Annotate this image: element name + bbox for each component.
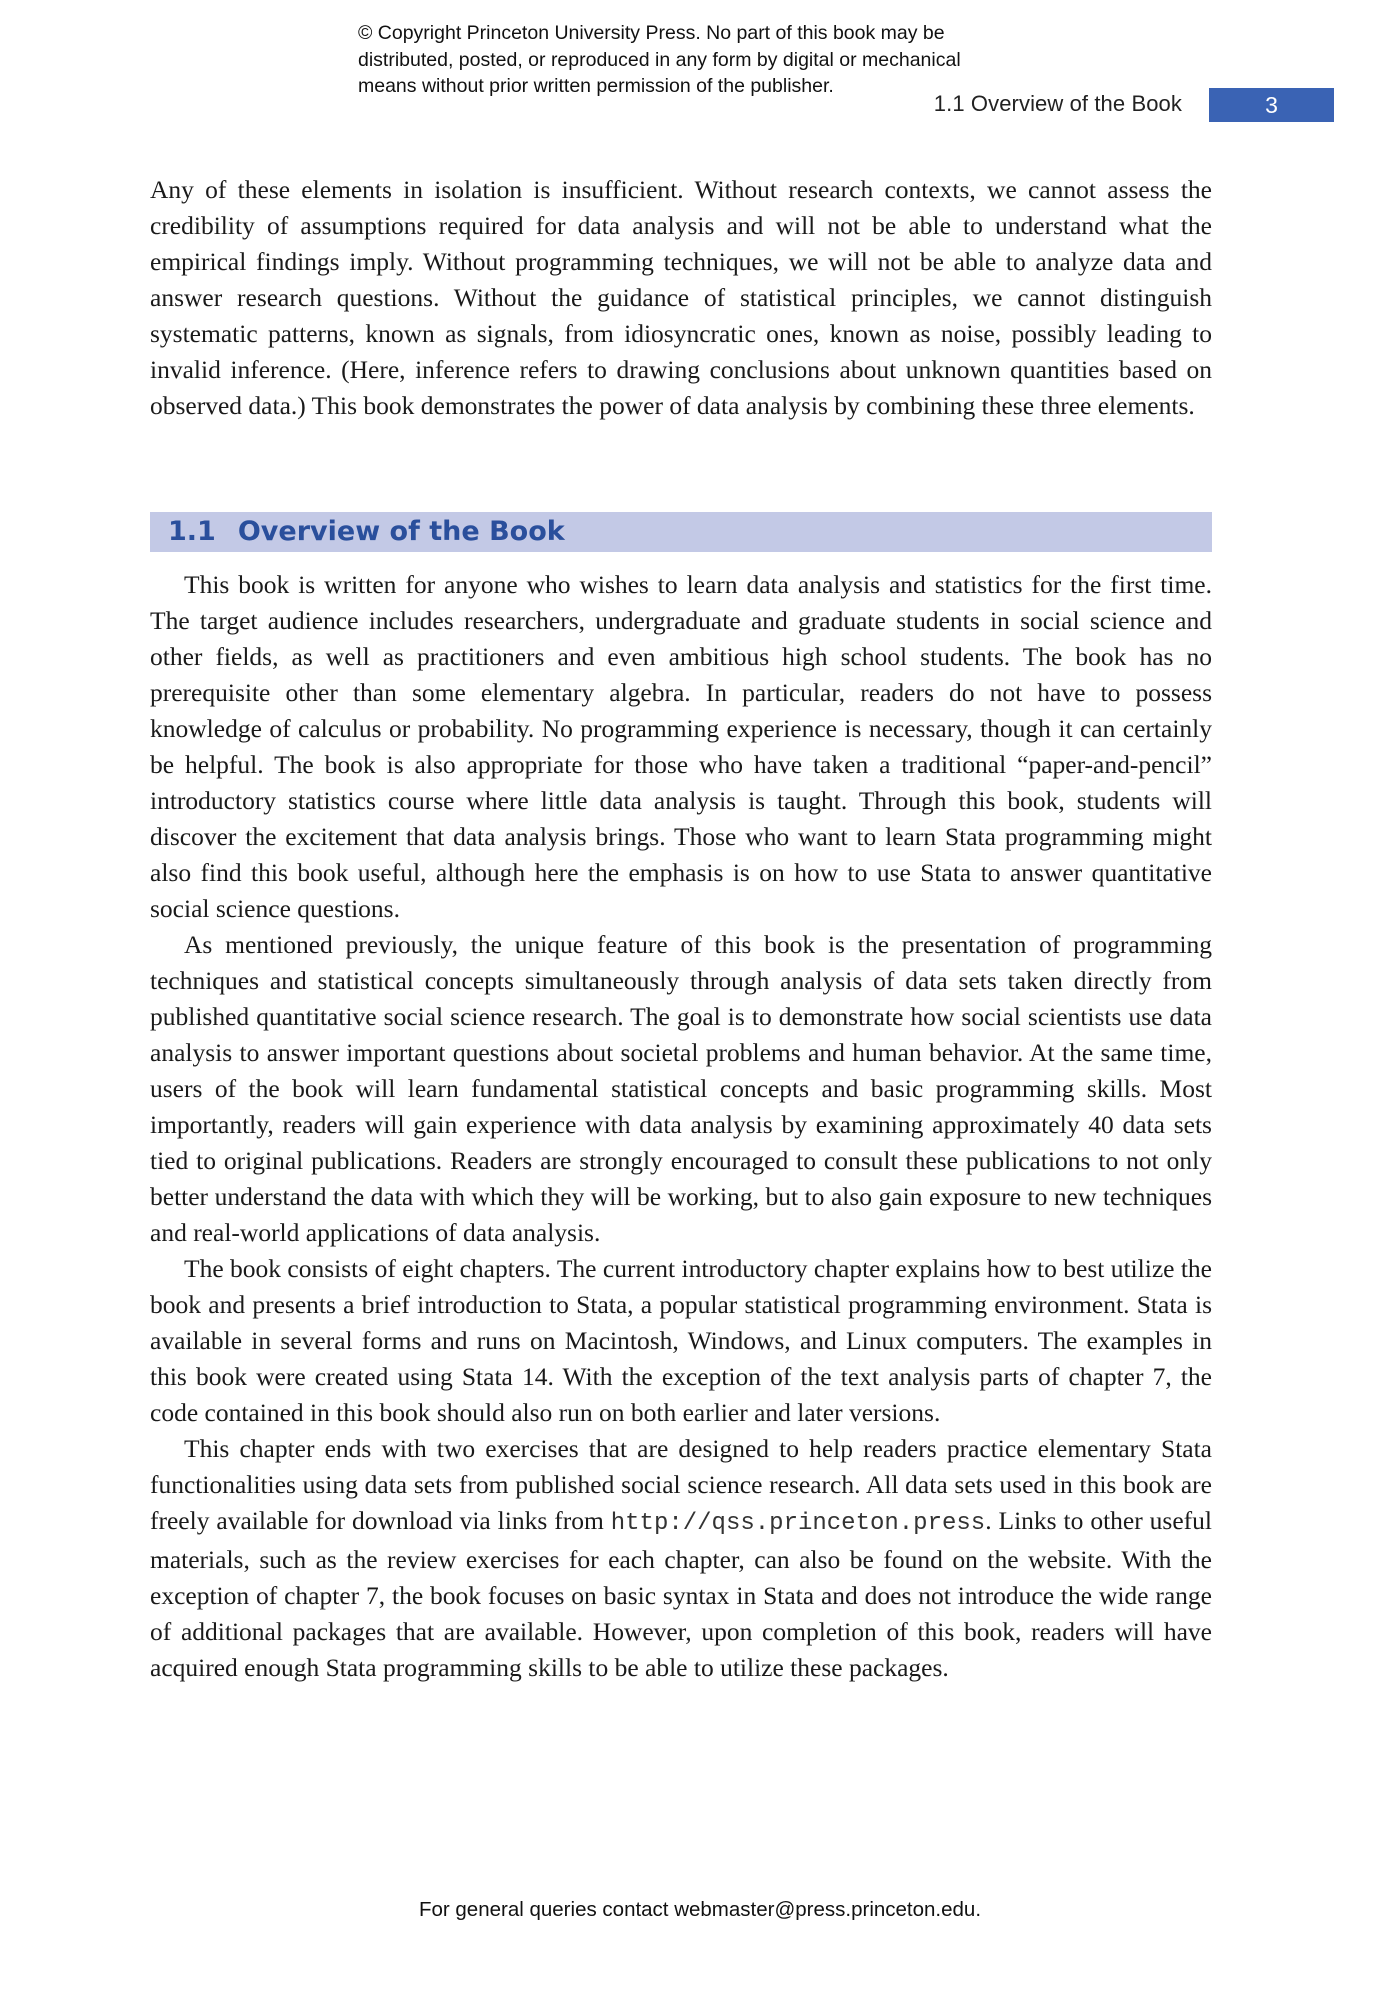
website-url[interactable]: http://qss.princeton.press [610,1510,986,1537]
running-head: 1.1 Overview of the Book [933,91,1182,116]
footer-contact: For general queries contact webmaster@press.princeton.edu. [418,1898,982,1921]
paragraph-exercises-end: . Links to other useful materials, such as the review exercises for each chapter, can also be found on the website. With the exception of chapter 7, the book focuses on basic syntax in Stata and does not introduce the wide range of additional packages that are available. However, upon completion of this book, readers will have acquired enough Stata programming skills to be able to utilize these packages. [150,1506,1212,1682]
section-body [150,567,1212,1686]
paragraph-exercises [150,1431,1212,1686]
intro-text [150,172,1212,424]
paragraph-exercises-start: This chapter ends with two exercises that are designed to help readers practice elementary Stata functionalities using data sets from published social science research. All data sets used in this book are freely available for download via links from [150,1434,1212,1535]
page-number-tab: 3 [1209,88,1334,122]
intro-paragraph: Any of these elements in isolation is insufficient. Without research contexts, we cannot assess the credibility of assumptions required for data analysis and will not be able to understand what the empirical findings imply. Without programming techniques, we will not be able to analyze data and answer research questions. Without the guidance of statistical principles, we cannot distinguish systematic patterns, known as signals, from idiosyncratic ones, known as noise, possibly leading to invalid inference. (Here, inference refers to drawing conclusions about unknown quantities based on observed data.) This book demonstrates the power of data analysis by combining these three elements. [150,175,1212,420]
copyright-line-1: © Copyright Princeton University Press. No part of this book may be [358,22,945,44]
copyright-notice [358,20,1078,100]
section-title: Overview of the Book [237,516,565,547]
copyright-line-3: means without prior written permission of the publisher. [358,75,834,97]
paragraph-unique-feature: As mentioned previously, the unique feature of this book is the presentation of programming techniques and statistical concepts simultaneously through analysis of data sets taken directly from published quantitative social science research. The goal is to demonstrate how social scientists use data analysis to answer important questions about societal problems and human behavior. At the same time, users of the book will learn fundamental statistical concepts and basic programming skills. Most importantly, readers will gain experience with data analysis by examining approximately 40 data sets tied to original publications. Readers are strongly encouraged to consult these publications to not only better understand the data with which they will be working, but to also gain exposure to new techniques and real-world applications of data analysis. [150,930,1212,1247]
section-heading [150,512,1212,552]
copyright-line-2: distributed, posted, or reproduced in any form by digital or mechanical [358,48,961,71]
paragraph-audience: This book is written for anyone who wishes to learn data analysis and statistics for the first time. The target audience includes researchers, undergraduate and graduate students in social science and other fields, as well as practitioners and even ambitious high school students. The book has no prerequisite other than some elementary algebra. In particular, readers do not have to possess knowledge of calculus or probability. No programming experience is necessary, though it can certainly be helpful. The book is also appropriate for those who have taken a traditional “paper-and-pencil” introductory statistics course where little data analysis is taught. Through this book, students will discover the excitement that data analysis brings. Those who want to learn Stata programming might also find this book useful, although here the emphasis is on how to use Stata to answer quantitative social science questions. [150,570,1212,923]
paragraph-chapters: The book consists of eight chapters. The current introductory chapter explains how to best utilize the book and presents a brief introduction to Stata, a popular statistical programming environment. Stata is available in several forms and runs on Macintosh, Windows, and Linux computers. The examples in this book were created using Stata 14. With the exception of the text analysis parts of chapter 7, the code contained in this book should also run on both earlier and later versions. [150,1254,1212,1427]
section-number: 1.1 [168,516,216,547]
